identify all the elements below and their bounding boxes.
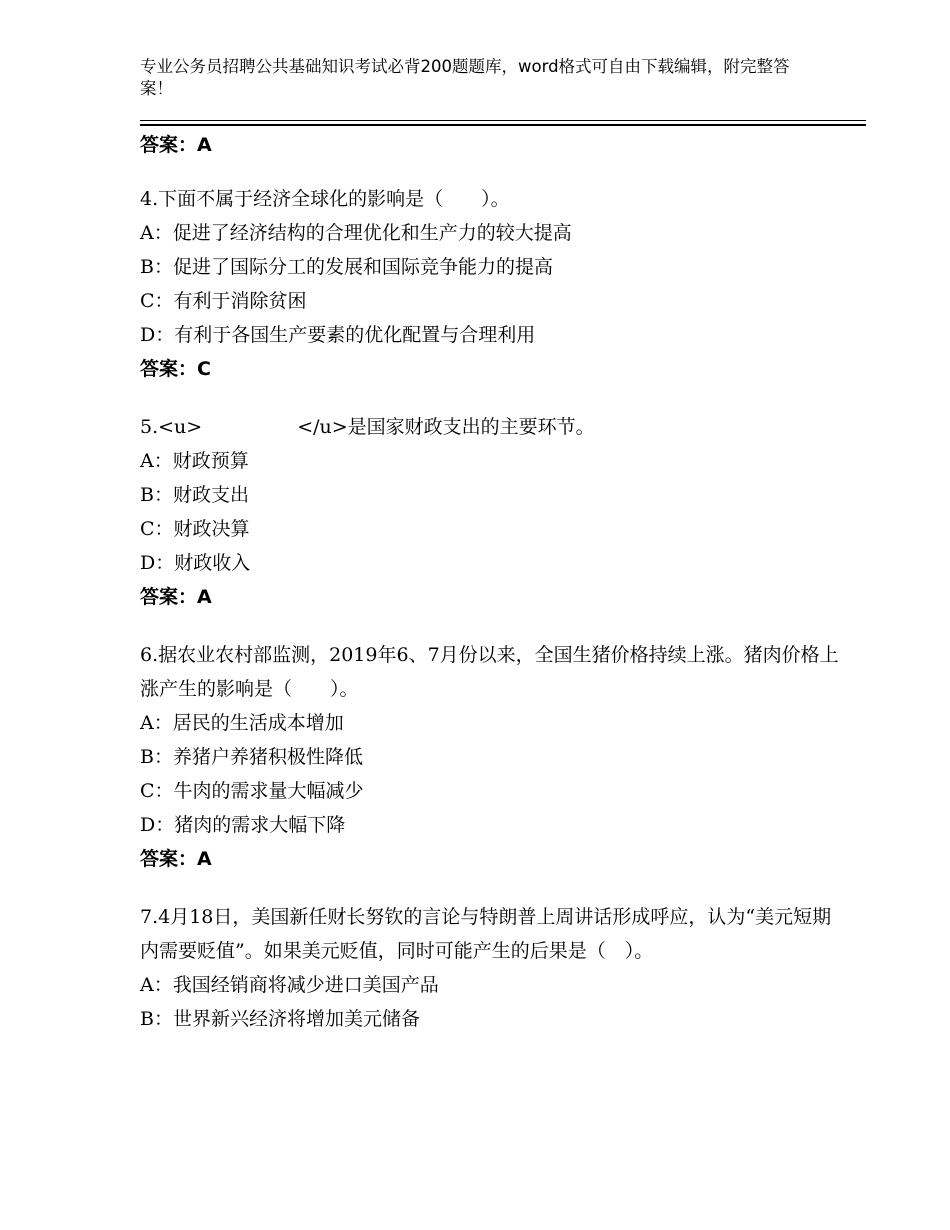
answer-text: 答案：A (140, 848, 212, 870)
option-b: B：养猪户养猪积极性降低 (140, 746, 363, 768)
option-a: A：居民的生活成本增加 (140, 712, 344, 734)
option-d: D：财政收入 (140, 552, 251, 574)
option-a: A：促进了经济结构的合理优化和生产力的较大提高 (140, 222, 572, 244)
option-c: C：有利于消除贫困 (140, 290, 307, 312)
document-body (140, 128, 840, 1060)
question-7 (140, 900, 840, 1036)
question-4 (140, 182, 840, 386)
answer-text: 答案：C (140, 358, 211, 380)
option-a: A：我国经销商将减少进口美国产品 (140, 974, 439, 996)
option-d: D：猪肉的需求大幅下降 (140, 814, 346, 836)
question-stem: 7.4月18日，美国新任财长努钦的言论与特朗普上周讲话形成呼应，认为“美元短期内需要贬值”。如果美元贬值，同时可能产生的后果是（ ）。 (140, 906, 832, 962)
option-c: C：牛肉的需求量大幅减少 (140, 780, 364, 802)
option-b: B：促进了国际分工的发展和国际竞争能力的提高 (140, 256, 553, 278)
option-d: D：有利于各国生产要素的优化配置与合理利用 (140, 324, 536, 346)
answer-text: 答案：A (140, 134, 212, 156)
header-rule (140, 120, 866, 126)
option-b: B：世界新兴经济将增加美元储备 (140, 1008, 420, 1030)
question-5 (140, 410, 840, 614)
option-a: A：财政预算 (140, 450, 249, 472)
question-stem: 5.<u> </u>是国家财政支出的主要环节。 (140, 416, 595, 438)
option-b: B：财政支出 (140, 484, 249, 506)
option-c: C：财政决算 (140, 518, 250, 540)
question-6 (140, 638, 840, 876)
question-stem: 6.据农业农村部监测，2019年6、7月份以来，全国生猪价格持续上涨。猪肉价格上涨产生的影响是（ ）。 (140, 644, 839, 700)
question-stem: 4.下面不属于经济全球化的影响是（ ）。 (140, 188, 510, 210)
answer-text: 答案：A (140, 586, 212, 608)
page-header: 专业公务员招聘公共基础知识考试必背200题题库，word格式可自由下载编辑，附完整答案！ (140, 57, 790, 98)
